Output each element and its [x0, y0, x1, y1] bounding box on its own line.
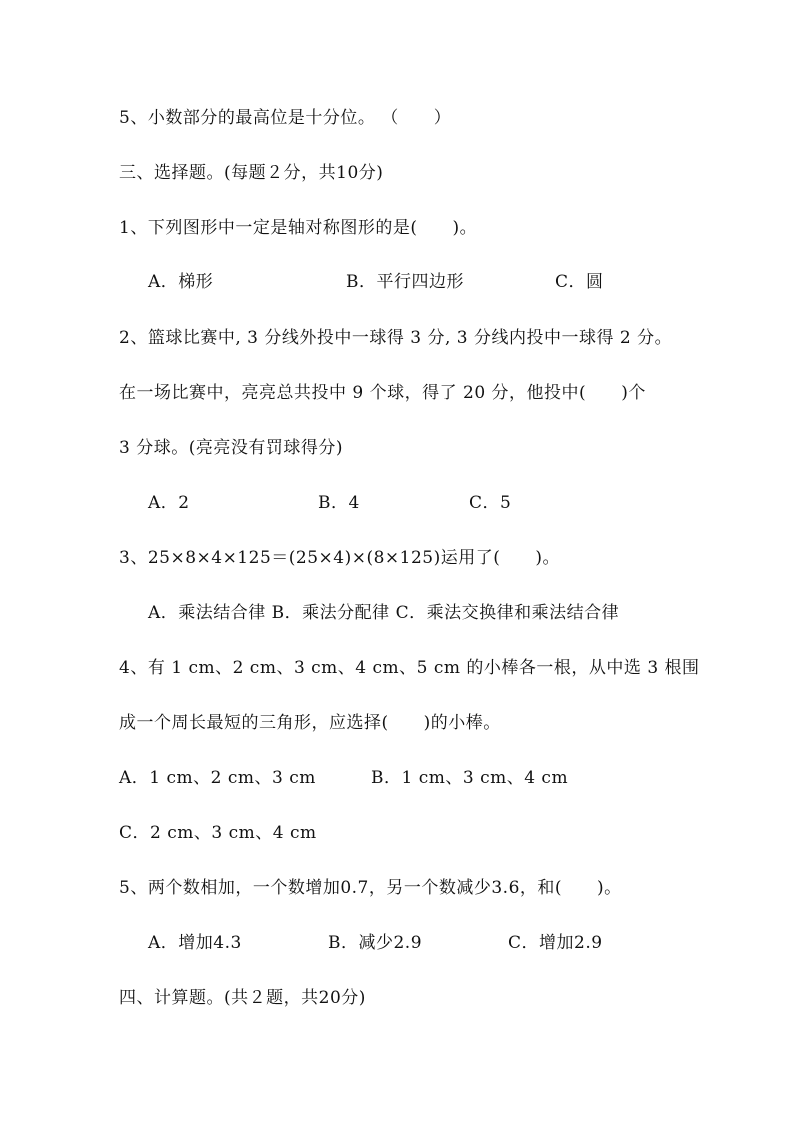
- choice-question-4-stem-line-1: 4、有 1 cm、2 cm、3 cm、4 cm、5 cm 的小棒各一根，从中选 3 根围: [119, 658, 700, 678]
- choice-question-1-option-a: A．梯形: [148, 272, 214, 292]
- choice-question-4-stem-line-2: 成一个周长最短的三角形，应选择( )的小棒。: [119, 713, 501, 733]
- choice-question-2-option-a: A．2: [148, 493, 190, 513]
- choice-question-5-option-c: C．增加2.9: [508, 933, 603, 953]
- choice-question-5-stem: 5、两个数相加，一个数增加0.7，另一个数减少3.6，和( )。: [119, 878, 622, 898]
- choice-question-5-option-b: B．减少2.9: [328, 933, 423, 953]
- choice-question-1-option-b: B．平行四边形: [346, 272, 464, 292]
- section-heading-multiple-choice: 三、选择题。(每题２分，共10分): [119, 163, 384, 183]
- choice-question-3-options: A．乘法结合律 B．乘法分配律 C．乘法交换律和乘法结合律: [148, 603, 620, 623]
- choice-question-2-stem-line-1: 2、篮球比赛中, 3 分线外投中一球得 3 分, 3 分线内投中一球得 2 分。: [119, 328, 673, 348]
- choice-question-2-option-c: C．5: [469, 493, 512, 513]
- choice-question-4-option-a: A．1 cm、2 cm、3 cm: [119, 768, 316, 788]
- choice-question-2-stem-line-3: 3 分球。(亮亮没有罚球得分): [119, 438, 343, 458]
- true-false-question-5: 5、小数部分的最高位是十分位。 （ ）: [119, 108, 452, 128]
- section-heading-calculation: 四、计算题。(共２题，共20分): [119, 988, 366, 1008]
- choice-question-2-option-b: B．4: [318, 493, 360, 513]
- choice-question-3-stem: 3、25×8×4×125＝(25×4)×(8×125)运用了( )。: [119, 548, 560, 568]
- choice-question-4-option-b: B．1 cm、3 cm、4 cm: [371, 768, 569, 788]
- choice-question-4-option-c: C．2 cm、3 cm、4 cm: [119, 823, 317, 843]
- choice-question-5-option-a: A．增加4.3: [148, 933, 242, 953]
- choice-question-1-stem: 1、下列图形中一定是轴对称图形的是( )。: [119, 218, 478, 238]
- choice-question-1-option-c: C．圆: [555, 272, 604, 292]
- choice-question-2-stem-line-2: 在一场比赛中，亮亮总共投中 9 个球，得了 20 分，他投中( )个: [119, 383, 646, 403]
